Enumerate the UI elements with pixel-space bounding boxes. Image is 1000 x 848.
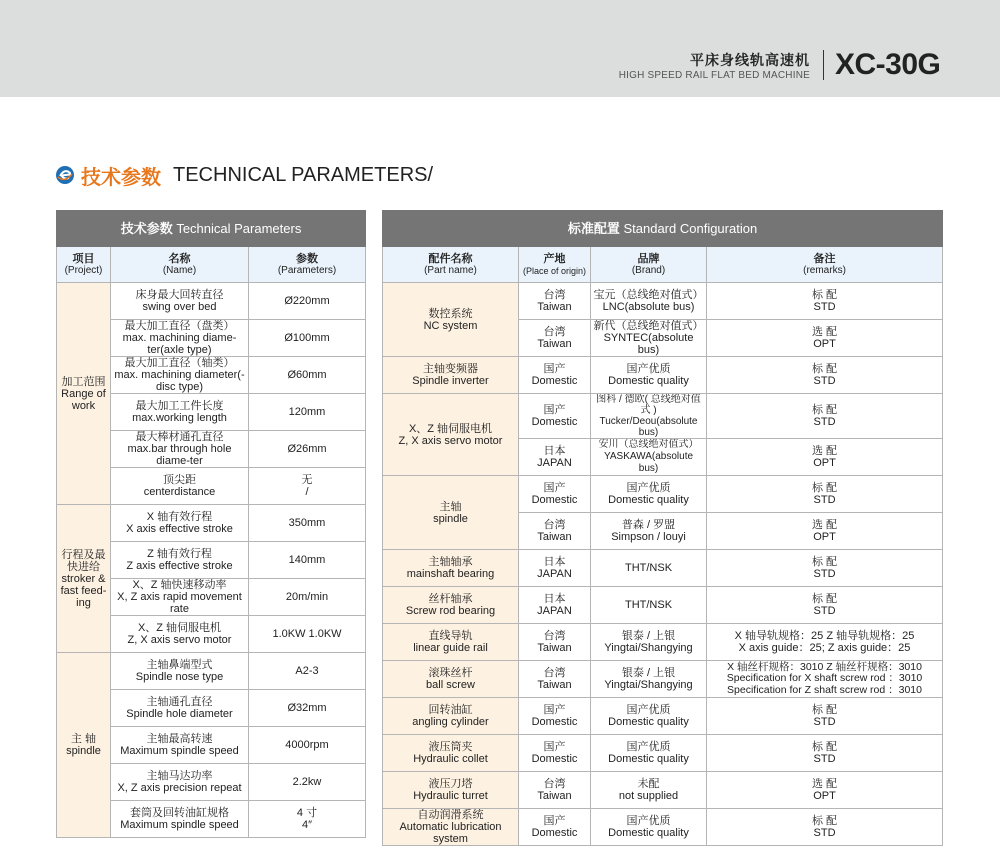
param-name: X、Z 轴快速移动率 X, Z axis rapid movement rate [111,579,249,616]
brand: 国产优质 Domestic quality [591,476,707,513]
param-name: X、Z 轴伺服电机 Z, X axis servo motor [111,616,249,653]
param-name: Z 轴有效行程 Z axis effective stroke [111,542,249,579]
remark: 标 配 STD [707,809,943,846]
header-en-subtitle: HIGH SPEED RAIL FLAT BED MACHINE [618,70,810,81]
right-table-title-en: Standard Configuration [623,220,758,236]
remark: 标 配 STD [707,587,943,624]
brand: 宝元（总线绝对值式） LNC(absolute bus) [591,283,707,320]
brand: 未配 not supplied [591,772,707,809]
group-spindle: 主 轴 spindle [57,653,111,838]
origin: 台湾 Taiwan [519,513,591,550]
param-value: Ø26mm [249,431,366,468]
param-value: 140mm [249,542,366,579]
right-table-title [383,211,943,247]
section-title-cn: 技术参数 [81,166,161,189]
standard-configuration-table [382,210,943,846]
remark: X 轴丝杆规格：3010 Z 轴丝杆规格：3010 Specification for X shaft screw rod ：3010 Specification for Z shaft screw rod ：3010 [707,661,943,698]
remark: 标 配 STD [707,476,943,513]
param-value: 2.2kw [249,764,366,801]
brand: 图科 / 德欧( 总线绝对值式 ) Tucker/Deou(absolute bus) [591,394,707,439]
section-title [55,160,433,190]
origin: 国产 Domestic [519,735,591,772]
group-range-of-work: 加工范围 Range of work [57,283,111,505]
param-value: A2-3 [249,653,366,690]
brand: 国产优质 Domestic quality [591,357,707,394]
header-part-name: 配件名称 (Part name) [383,247,519,283]
remark: X 轴导轨规格：25 Z 轴导轨规格：25 X axis guide：25; Z axis guide：25 [707,624,943,661]
header-band [0,0,1000,97]
header-divider [823,50,824,80]
param-value: 20m/min [249,579,366,616]
param-name: 最大加工直径（盘类） max. machining diame-ter(axle type) [111,320,249,357]
header-cn-subtitle: 平床身线轨高速机 [690,52,810,68]
param-name: 最大加工直径（轴类） max. machining diameter(-disc type) [111,357,249,394]
origin: 日本 JAPAN [519,550,591,587]
brand: 普森 / 罗盟 Simpson / louyi [591,513,707,550]
param-value: 无 / [249,468,366,505]
remark: 标 配 STD [707,698,943,735]
origin: 日本 JAPAN [519,587,591,624]
header-brand: 品牌 (Brand) [591,247,707,283]
origin: 台湾 Taiwan [519,320,591,357]
header-name: 名称 (Name) [111,247,249,283]
part-ball-screw: 滚珠丝杆 ball screw [383,661,519,698]
section-title-en: TECHNICAL PARAMETERS/ [173,163,434,186]
part-angling-cylinder: 回转油缸 angling cylinder [383,698,519,735]
param-name: 最大棒材通孔直径 max.bar through hole diame-ter [111,431,249,468]
param-value: Ø220mm [249,283,366,320]
origin: 国产 Domestic [519,357,591,394]
brand: THT/NSK [591,587,707,624]
param-name: 主轴鼻端型式 Spindle nose type [111,653,249,690]
remark: 标 配 STD [707,550,943,587]
remark: 选 配 OPT [707,439,943,476]
origin: 日本 JAPAN [519,439,591,476]
part-spindle: 主轴 spindle [383,476,519,550]
part-hydraulic-turret: 液压刀塔 Hydraulic turret [383,772,519,809]
right-table-title-cn: 标准配置 [567,220,620,236]
part-linear-guide-rail: 直线导轨 linear guide rail [383,624,519,661]
param-value: Ø32mm [249,690,366,727]
remark: 选 配 OPT [707,772,943,809]
param-name: 主轴最高转速 Maximum spindle speed [111,727,249,764]
brand: THT/NSK [591,550,707,587]
left-table-title [57,211,366,247]
part-mainshaft-bearing: 主轴轴承 mainshaft bearing [383,550,519,587]
origin: 国产 Domestic [519,394,591,439]
header-origin: 产地 (Place of origin) [519,247,591,283]
remark: 选 配 OPT [707,320,943,357]
param-name: 主轴通孔直径 Spindle hole diameter [111,690,249,727]
param-value: Ø60mm [249,357,366,394]
param-name: 床身最大回转直径 swing over bed [111,283,249,320]
param-name: 主轴马达功率 X, Z axis precision repeat [111,764,249,801]
brand: 新代（总线绝对值式） SYNTEC(absolute bus) [591,320,707,357]
origin: 国产 Domestic [519,698,591,735]
part-auto-lubrication: 自动润滑系统 Automatic lubrication system [383,809,519,846]
brand: 国产优质 Domestic quality [591,735,707,772]
origin: 台湾 Taiwan [519,624,591,661]
left-table-title-cn: 技术参数 [120,220,173,236]
param-name: 套筒及回转油缸规格 Maximum spindle speed [111,801,249,838]
part-servo-motor: X、Z 轴伺服电机 Z, X axis servo motor [383,394,519,476]
brand: 国产优质 Domestic quality [591,698,707,735]
brand-logo-icon [55,165,75,185]
technical-parameters-table [56,210,366,838]
brand: 国产优质 Domestic quality [591,809,707,846]
param-value: 120mm [249,394,366,431]
header-remarks: 备注 (remarks) [707,247,943,283]
left-table-title-en: Technical Parameters [176,220,302,236]
part-spindle-inverter: 主轴变频器 Spindle inverter [383,357,519,394]
model-number: XC-30G [835,48,941,81]
remark: 选 配 OPT [707,513,943,550]
param-value: 350mm [249,505,366,542]
param-name: 最大加工工件长度 max.working length [111,394,249,431]
header-project: 项目 (Project) [57,247,111,283]
param-value: 1.0KW 1.0KW [249,616,366,653]
remark: 标 配 STD [707,357,943,394]
origin: 台湾 Taiwan [519,772,591,809]
part-hydraulic-collet: 液压筒夹 Hydraulic collet [383,735,519,772]
origin: 台湾 Taiwan [519,283,591,320]
origin: 国产 Domestic [519,809,591,846]
param-name: X 轴有效行程 X axis effective stroke [111,505,249,542]
remark: 标 配 STD [707,283,943,320]
param-value: Ø100mm [249,320,366,357]
part-screw-rod-bearing: 丝杆轴承 Screw rod bearing [383,587,519,624]
brand: 安川（总线绝对值式） YASKAWA(absolute bus) [591,439,707,476]
header-parameters: 参数 (Parameters) [249,247,366,283]
remark: 标 配 STD [707,394,943,439]
part-nc-system: 数控系统 NC system [383,283,519,357]
param-value: 4 寸 4″ [249,801,366,838]
param-value: 4000rpm [249,727,366,764]
brand: 银泰 / 上银 Yingtai/Shangying [591,661,707,698]
group-stroke-feed: 行程及最快进给 stroker & fast feed-ing [57,505,111,653]
brand: 银泰 / 上银 Yingtai/Shangying [591,624,707,661]
origin: 台湾 Taiwan [519,661,591,698]
remark: 标 配 STD [707,735,943,772]
param-name: 顶尖距 centerdistance [111,468,249,505]
origin: 国产 Domestic [519,476,591,513]
